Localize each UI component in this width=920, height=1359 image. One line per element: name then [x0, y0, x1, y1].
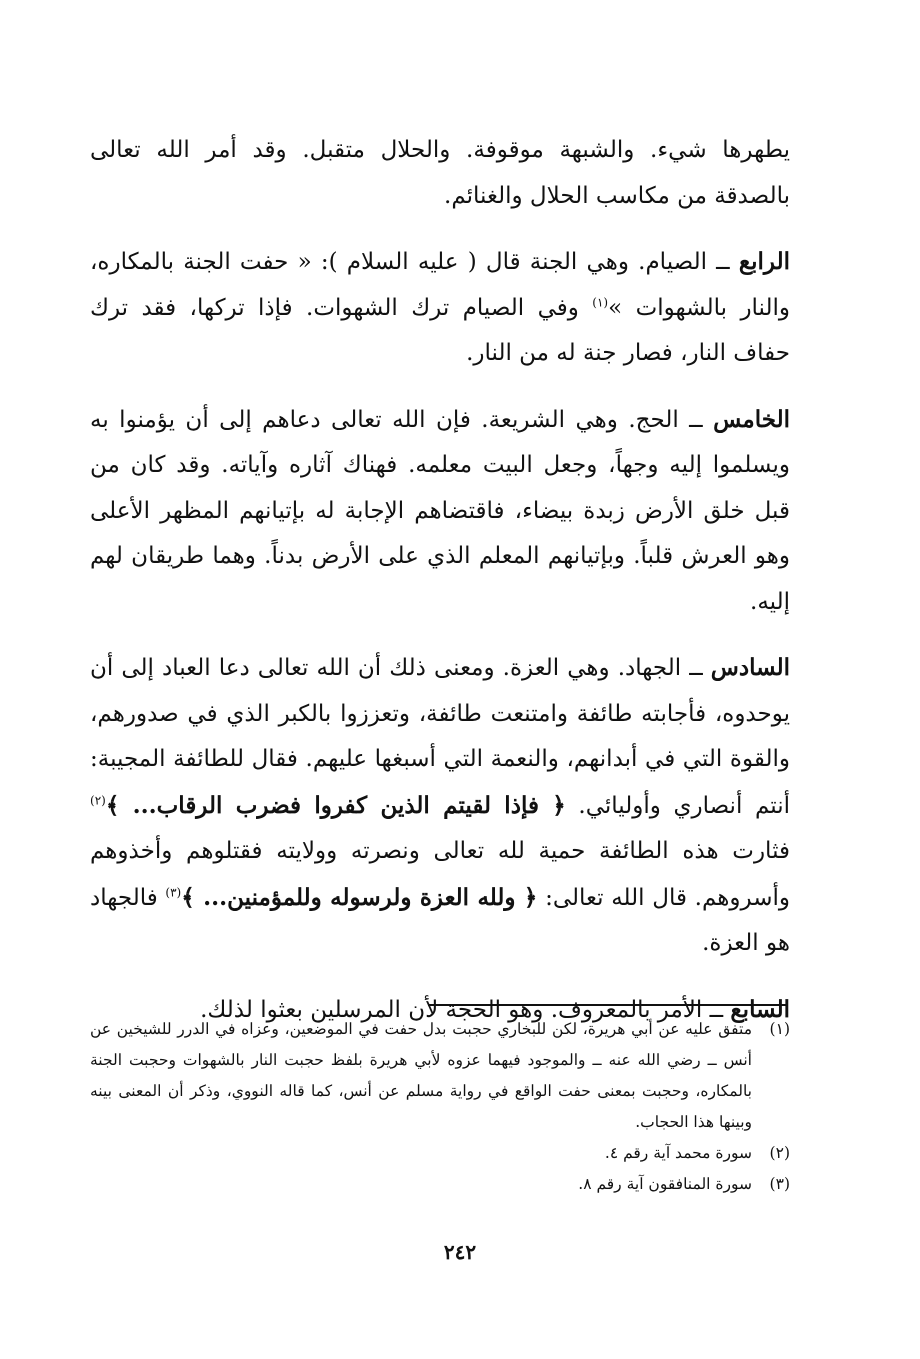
- paragraph-fourth: [90, 239, 790, 377]
- footnote-number: (١): [769, 1020, 790, 1038]
- paragraph-text: يطهرها شيء. والشبهة موقوفة. والحلال متقبل. وقد أمر الله تعالى بالصدقة من مكاسب الحلال والغنائم.: [90, 137, 790, 209]
- footnote: [90, 1014, 790, 1138]
- footnote-ref[interactable]: (٣): [165, 884, 182, 899]
- paragraph-text: فثارت هذه الطائفة حمية لله تعالى ونصرته وولايته فقتلوهم وأخذوهم وأسروهم. قال الله تعالى:: [90, 838, 790, 911]
- footnote-text: متفق عليه عن أبي هريرة، لكن للبخاري حجبت بدل حفت في الموضعين، وعزاه في الدرر للشيخين عن أنس ــ رضي الله عنه ــ والموجود فيهما عزوه لأبي هريرة بلفظ حجبت النار بالشهوات وحجبت الجنة بالمكاره، وحجبت بمعنى حفت الواقع في رواية مسلم عن أنس، كما قاله النووي، وذكر أن المعنى بينه وبينها هذا الحجاب.: [90, 1020, 752, 1131]
- paragraph-text: ــ الأمر بالمعروف. وهو الحجة لأن المرسلين بعثوا لذلك.: [200, 996, 731, 1023]
- paragraph-heading: الخامس: [713, 405, 790, 433]
- footnote-text: سورة محمد آية رقم ٤.: [604, 1144, 752, 1162]
- footnote-text: سورة المنافقون آية رقم ٨.: [578, 1175, 752, 1193]
- paragraph-heading: السادس: [710, 654, 790, 681]
- paragraph-heading: الرابع: [738, 248, 790, 275]
- footnote-number: (٣): [769, 1175, 790, 1193]
- footnotes: [90, 1014, 790, 1200]
- footnote: [90, 1169, 790, 1200]
- paragraph-text: وفي الصيام ترك الشهوات. فإذا تركها، فقد ترك حفاف النار، فصار جنة له من النار.: [90, 294, 790, 366]
- paragraph-sixth: [90, 645, 790, 967]
- footnote-number: (٢): [769, 1144, 790, 1162]
- footnote-ref[interactable]: (١): [592, 294, 609, 309]
- footnote-ref[interactable]: (٢): [90, 792, 106, 807]
- paragraph-text: ــ الصيام. وهي الجنة قال ( عليه السلام ): « حفت الجنة بالمكاره، والنار بالشهوات »: [90, 249, 791, 321]
- paragraph-fifth: [90, 397, 790, 626]
- paragraph-text: فالجهاد هو العزة.: [90, 884, 790, 956]
- paragraph-heading: السابع: [730, 995, 790, 1023]
- quran-quote: ﴿ ولله العزة ولرسوله وللمؤمنين... ﴾: [181, 883, 538, 911]
- paragraph: [90, 128, 790, 219]
- footnote: [90, 1138, 790, 1169]
- paragraph-text: ــ الحج. وهي الشريعة. فإن الله تعالى دعاهم إلى أن يؤمنوا به ويسلموا إليه وجهاً، وجعل البيت معلمه. فهناك آثاره وآياته. وقد كان من قبل خلق الأرض زبدة بيضاء، فاقتضاهم الإجابة له بإتيانهم المظهر الأعلى وهو العرش قلباً. وبإتيانهم المعلم الذي على الأرض بدناً. وهما طريقان لهم إليه.: [90, 406, 790, 615]
- page-number: ٢٤٢: [443, 1240, 477, 1264]
- footnote-divider: [428, 1004, 788, 1006]
- quran-quote: ﴿ فإذا لقيتم الذين كفروا فضرب الرقاب... ﴾: [105, 791, 566, 819]
- main-text: [90, 128, 790, 1053]
- paragraph-text: ــ الجهاد. وهي العزة. ومعنى ذلك أن الله تعالى دعا العباد إلى أن يوحدوه، فأجابته طائفة وامتنعت طائفة، وتعززوا بالكبر الذي في صدورهم، والقوة التي في أبدانهم، والنعمة التي أسبغها عليهم. فقال للطائفة المجيبة: أنتم أنصاري وأوليائي.: [90, 655, 791, 819]
